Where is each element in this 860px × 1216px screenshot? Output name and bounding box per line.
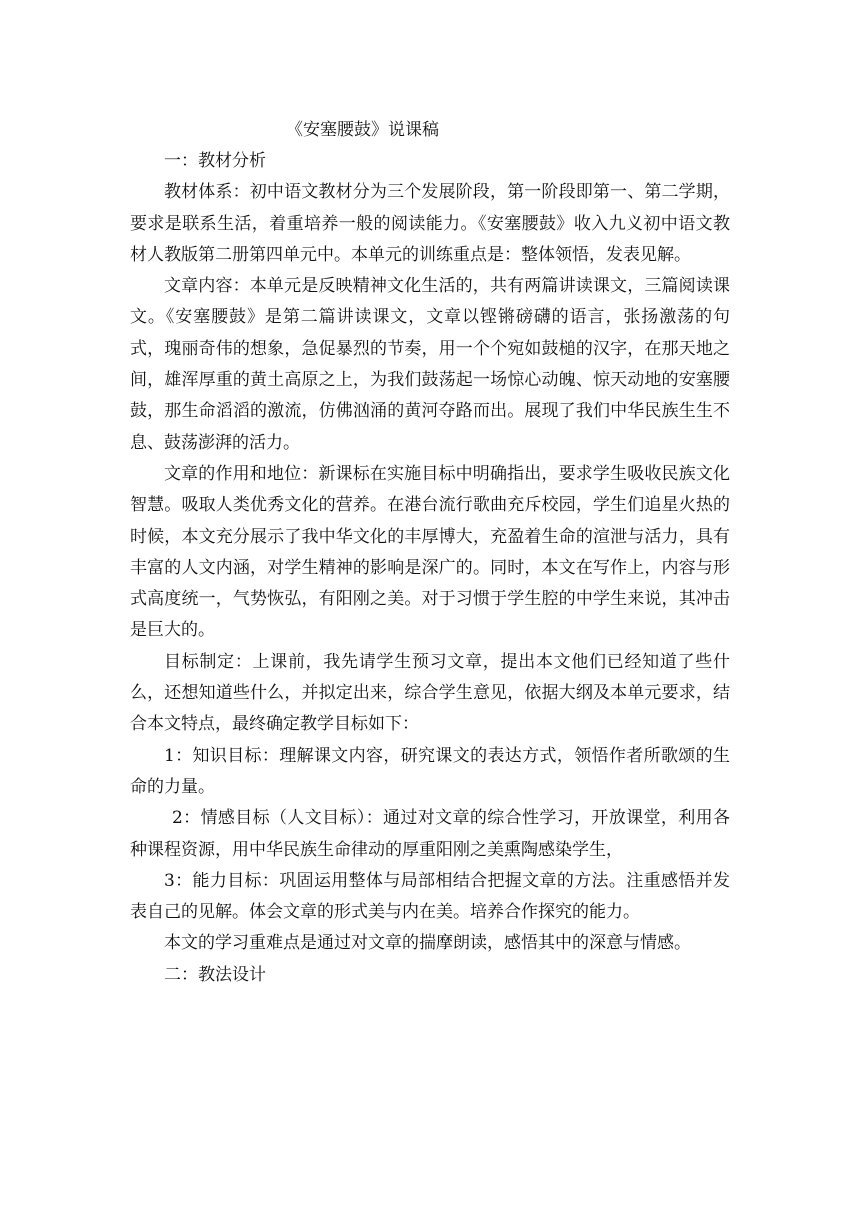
section-heading-teaching-design: 二：教法设计 (164, 964, 266, 985)
paragraph-key-points: 本文的学习重难点是通过对文章的揣摩朗读，感悟其中的深意与情感。 (164, 933, 691, 954)
paragraph-goal-knowledge: 1：知识目标：理解课文内容，研究课文的表达方式，领悟作者所歌颂的生命的力量。 (130, 745, 730, 797)
paragraph-textbook-system: 教材体系：初中语文教材分为三个发展阶段，第一阶段即第一、第二学期，要求是联系生活，着重培养一般的阅读能力。《安塞腰鼓》收入九义初中语文教材人教版第二册第四单元中。本单元的训练重点是：整体领悟，发表见解。 (130, 182, 730, 265)
paragraph-goal-setting: 目标制定：上课前，我先请学生预习文章，提出本文他们已经知道了些什么，还想知道些什么，并拟定出来，综合学生意见，依据大纲及本单元要求，结合本文特点，最终确定教学目标如下： (130, 651, 730, 735)
section-heading-textbook-analysis: 一：教材分析 (164, 151, 266, 171)
paragraph-goal-emotion: 2：情感目标（人文目标）：通过对文章的综合性学习，开放课堂，利用各种课程资源，用中华民族生命律动的厚重阳刚之美熏陶感染学生， (130, 808, 730, 860)
document-body (130, 146, 730, 991)
paragraph-article-role: 文章的作用和地位：新课标在实施目标中明确指出，要求学生吸收民族文化智慧。吸取人类优秀文化的营养。在港台流行歌曲充斥校园，学生们追星火热的时候，本文充分展示了我中华文化的丰厚博大，充盈着生命的渲泄与活力，具有丰富的人文内涵，对学生精神的影响是深广的。同时，本文在写作上，内容与形式高度统一，气势恢弘，有阳刚之美。对于习惯于学生腔的中学生来说，其冲击是巨大的。 (130, 463, 730, 641)
paragraph-goal-ability: 3：能力目标：巩固运用整体与局部相结合把握文章的方法。注重感悟并发表自己的见解。体会文章的形式美与内在美。培养合作探究的能力。 (130, 870, 730, 923)
document-title: 《安塞腰鼓》说课稿 (286, 120, 439, 140)
paragraph-article-content: 文章内容：本单元是反映精神文化生活的，共有两篇讲读课文，三篇阅读课文。《安塞腰鼓》是第二篇讲读课文，文章以铿锵磅礴的语言，张扬激荡的句式，瑰丽奇伟的想象，急促暴烈的节奏，用一个个宛如鼓槌的汉字，在那天地之间，雄浑厚重的黄土高原之上，为我们鼓荡起一场惊心动魄、惊天动地的安塞腰鼓，那生命滔滔的激流，仿佛汹涌的黄河夺路而出。展现了我们中华民族生生不息、鼓荡澎湃的活力。 (130, 276, 730, 453)
